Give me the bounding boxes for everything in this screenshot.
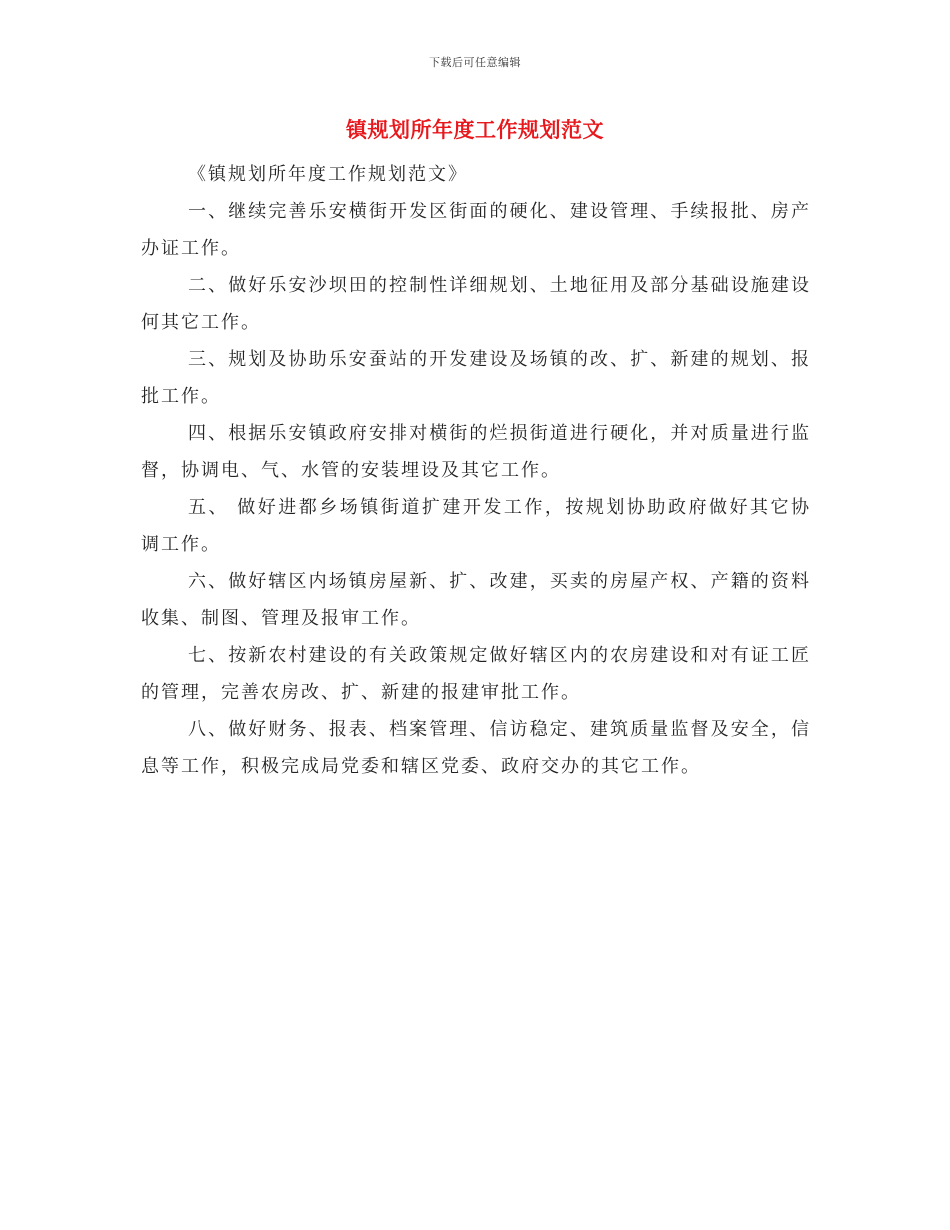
paragraph-item-6: 六、做好辖区内场镇房屋新、扩、改建，买卖的房屋产权、产籍的资料收集、制图、管理及报审工作。 bbox=[141, 571, 811, 629]
paragraph-doc-name: 《镇规划所年度工作规划范文》 bbox=[188, 164, 468, 185]
document-body bbox=[141, 156, 811, 785]
header-note: 下载后可任意编辑 bbox=[429, 56, 521, 69]
paragraph-item-2: 二、做好乐安沙坝田的控制性详细规划、土地征用及部分基础设施建设何其它工作。 bbox=[141, 275, 811, 333]
paragraph-item-3: 三、规划及协助乐安蚕站的开发建设及场镇的改、扩、新建的规划、报批工作。 bbox=[141, 349, 811, 407]
paragraph-item-1: 一、继续完善乐安横街开发区街面的硬化、建设管理、手续报批、房产办证工作。 bbox=[141, 201, 811, 259]
paragraph-item-8: 八、做好财务、报表、档案管理、信访稳定、建筑质量监督及安全，信息等工作，积极完成局党委和辖区党委、政府交办的其它工作。 bbox=[141, 719, 811, 777]
document-title: 镇规划所年度工作规划范文 bbox=[346, 117, 604, 142]
paragraph-item-4: 四、根据乐安镇政府安排对横街的烂损街道进行硬化，并对质量进行监督，协调电、气、水管的安装埋设及其它工作。 bbox=[141, 423, 811, 481]
paragraph-item-7: 七、按新农村建设的有关政策规定做好辖区内的农房建设和对有证工匠的管理，完善农房改、扩、新建的报建审批工作。 bbox=[141, 645, 811, 703]
paragraph-item-5: 五、 做好进都乡场镇街道扩建开发工作，按规划协助政府做好其它协调工作。 bbox=[141, 497, 811, 555]
